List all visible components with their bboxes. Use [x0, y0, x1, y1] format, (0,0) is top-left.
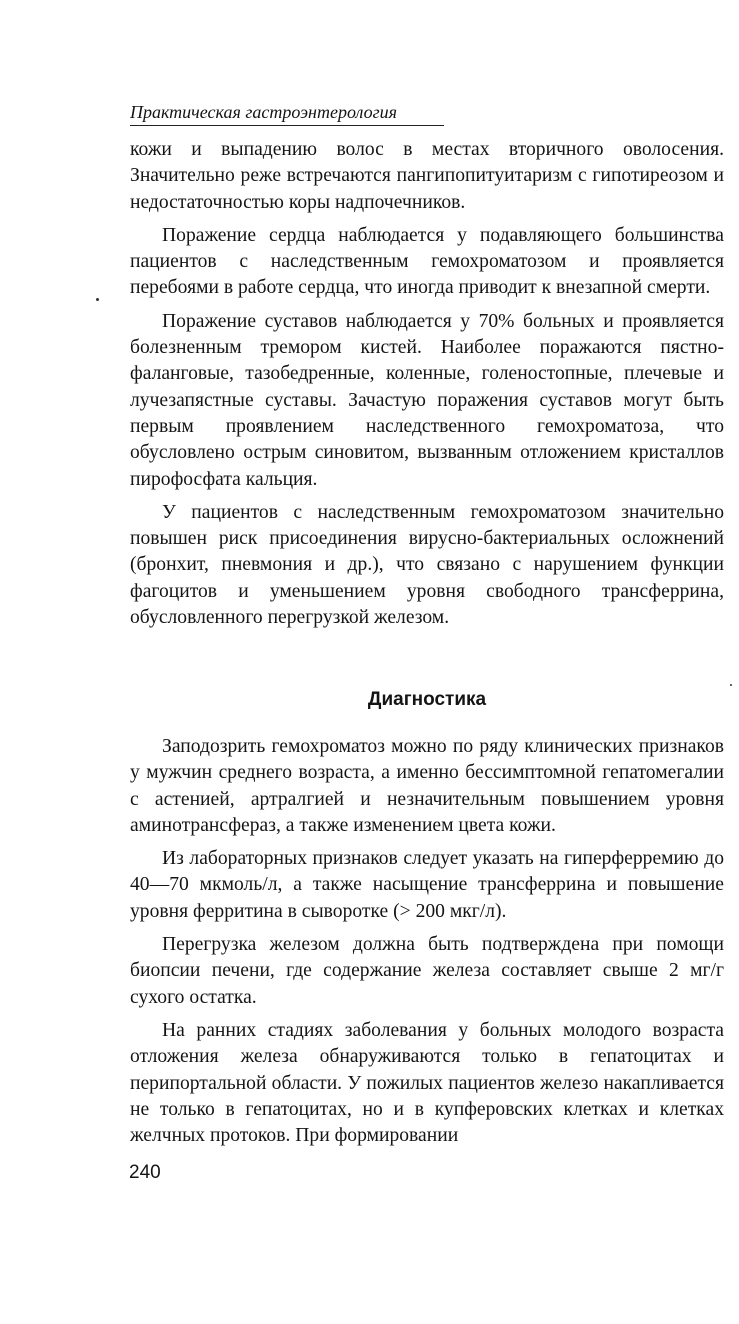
paragraph: кожи и выпадению волос в местах вторичного оволосения. Значительно реже встречаются пангипопитуитаризм с гипотиреозом и недостаточностью коры надпочечников. [130, 139, 724, 213]
paragraph: Перегрузка железом должна быть подтверждена при помощи биопсии печени, где содержание железа составляет свыше 2 мг/г сухого остатка. [130, 934, 724, 1008]
section-heading: Диагностика [367, 689, 487, 710]
paragraph: У пациентов с наследственным гемохроматозом значительно повышен риск присоединения вирусно-бактериальных осложнений (бронхит, пневмония и др.), что связано с нарушением функции фагоцитов и уменьшением уровня свободного трансферрина, обусловленного перегрузкой железом. [130, 501, 724, 629]
paragraph: Заподозрить гемохроматоз можно по ряду клинических признаков у мужчин среднего возраста, а именно бессимптомной гепатомегалии с астенией, артралгией и незначительным повышением уровня аминотрансфераз, а также изменением цвета кожи. [130, 736, 724, 836]
body-text-section-2 [130, 734, 724, 1149]
paragraph: На ранних стадиях заболевания у больных молодого возраста отложения железа обнаруживаются только в гепатоцитах и перипортальной области. У пожилых пациентов железо накапливается не только в гепатоцитах, но и в купферовских клетках и клетках желчных протоков. При формировании [130, 1019, 724, 1147]
running-head: Практическая гастроэнтерология [130, 100, 444, 126]
paragraph: Поражение суставов наблюдается у 70% больных и проявляется болезненным тремором кистей. Наиболее поражаются пястно-фаланговые, тазобедренные, коленные, голеностопные, плечевые и лучезапястные суставы. Зачастую поражения суставов могут быть первым проявлением наследственного гемохроматоза, что обусловлено острым синовитом, вызванным отложением кристаллов пирофосфата кальция. [130, 310, 724, 490]
scan-speck [96, 298, 99, 301]
paragraph: Из лабораторных признаков следует указать на гиперферремию до 40—70 мкмоль/л, а также насыщение трансферрина и повышение уровня ферритина в сыворотке (> 200 мкг/л). [130, 848, 724, 922]
scan-speck [730, 684, 732, 686]
body-text-section-1 [130, 137, 724, 631]
paragraph: Поражение сердца наблюдается у подавляющего большинства пациентов с наследственным гемохроматозом и проявляется перебоями в работе сердца, что иногда приводит к внезапной смерти. [130, 224, 724, 299]
page-number: 240 [129, 1162, 161, 1183]
